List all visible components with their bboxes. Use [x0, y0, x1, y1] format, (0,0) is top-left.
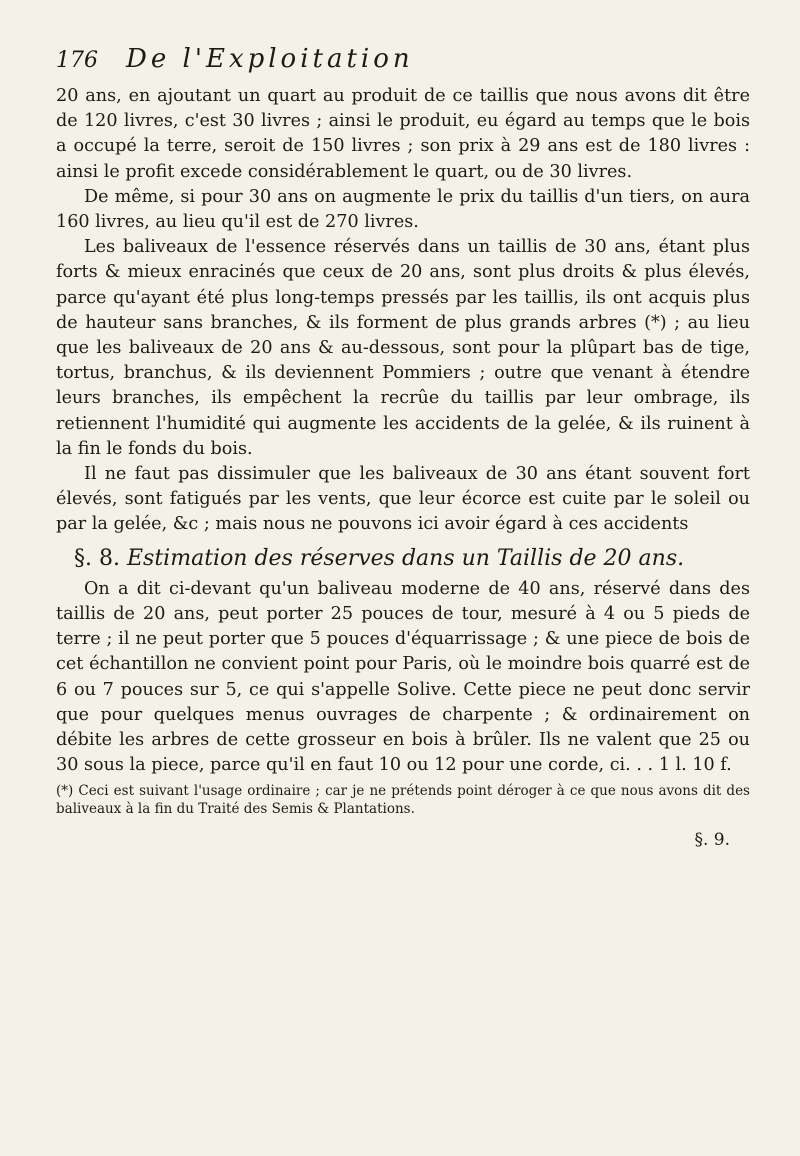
section-title: Estimation des réserves dans un Taillis de 20 ans. [126, 545, 685, 571]
paragraph: Il ne faut pas dissimuler que les baliveaux de 30 ans étant souvent fort élevés, sont fatigués par les vents, que leur écorce est cuite par le soleil ou par la gelée, &c ; mais nous ne pouvons ici avoir égard à ces accidents [56, 464, 750, 535]
running-header [56, 44, 750, 74]
footnote: (*) Ceci est suivant l'usage ordinaire ; car je ne prétends point déroger à ce que nous avons dit des baliveaux à la fin du Traité des Semis & Plantations. [56, 783, 750, 818]
running-title: De l'Exploitation [126, 44, 414, 74]
section-heading [74, 546, 750, 571]
section-number: §. 8. [74, 545, 120, 571]
paragraph: 20 ans, en ajoutant un quart au produit de ce taillis que nous avons dit être de 120 livres, c'est 30 livres ; ainsi le produit, eu égard au temps que le bois a occupé la terre, seroit de 150 livres ; son prix à 29 ans est de 180 livres : ainsi le profit excede considérablement le quart, ou de 30 livres. [56, 86, 750, 182]
page-number: 176 [56, 48, 98, 73]
paragraph: On a dit ci-devant qu'un baliveau moderne de 40 ans, réservé dans des taillis de 20 ans, peut porter 25 pouces de tour, mesuré à 4 ou 5 pieds de terre ; il ne peut porter que 5 pouces d'équarrissage ; & une piece de bois de cet échantillon ne convient point pour Paris, où le moindre bois quarré est de 6 ou 7 pouces sur 5, ce qui s'appelle Solive. Cette piece ne peut donc servir que pour quelques menus ouvrages de charpente ; & ordinairement on débite les arbres de cette grosseur en bois à brûler. Ils ne valent que 25 ou 30 sous la piece, parce qu'il en faut 10 ou 12 pour une corde, ci. . . 1 l. 10 f. [56, 578, 750, 776]
catchword: §. 9. [694, 830, 730, 851]
body-text [56, 84, 750, 818]
paragraph: Les baliveaux de l'essence réservés dans un taillis de 30 ans, étant plus forts & mieux enracinés que ceux de 20 ans, sont plus droits & plus élevés, parce qu'ayant été plus long-temps pressés par les taillis, ils ont acquis plus de hauteur sans branches, & ils forment de plus grands arbres (*) ; au lieu que les baliveaux de 20 ans & au-dessous, sont pour la plûpart bas de tige, tortus, branchus, & ils deviennent Pommiers ; outre que venant à étendre leurs branches, ils empêchent la recrûe du taillis par leur ombrage, ils retiennent l'humidité qui augmente les accidents de la gelée, & ils ruinent à la fin le fonds du bois. [56, 237, 750, 459]
paragraph: De même, si pour 30 ans on augmente le prix du taillis d'un tiers, on aura 160 livres, au lieu qu'il est de 270 livres. [56, 186, 750, 233]
